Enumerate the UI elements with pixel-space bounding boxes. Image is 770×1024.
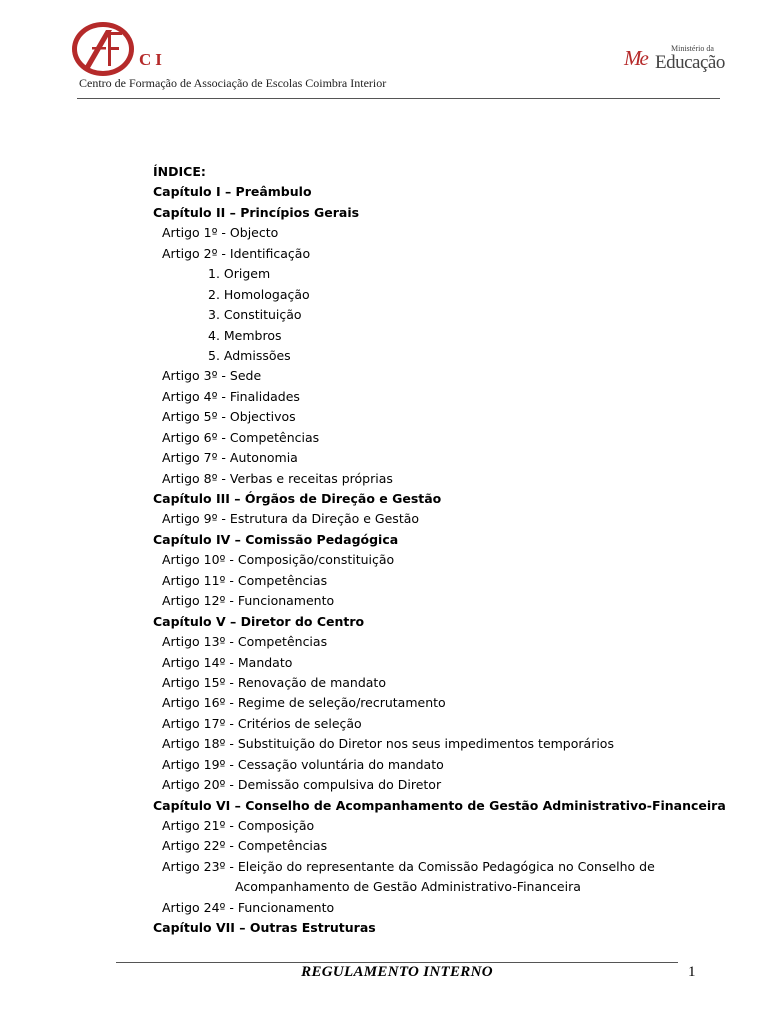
toc-chapter: Capítulo III – Órgãos de Direção e Gestão (153, 491, 442, 506)
toc-article: Artigo 23º - Eleição do representante da Comissão Pedagógica no Conselho de (162, 858, 655, 874)
toc-article: Artigo 21º - Composição (162, 818, 315, 833)
toc-chapter: Capítulo VI – Conselho de Acompanhamento de Gestão Administrativo-Financeira (153, 797, 726, 813)
toc-continuation: Acompanhamento de Gestão Administrativo-Financeira (235, 879, 581, 895)
toc-heading: ÍNDICE: (153, 164, 206, 179)
toc-subitem: 1. Origem (208, 266, 271, 282)
toc-article: Artigo 3º - Sede (162, 368, 262, 384)
toc-article: Artigo 13º - Competências (162, 634, 328, 650)
toc-article: Artigo 9º - Estrutura da Direção e Gestão (162, 511, 420, 527)
logo-text: CI (139, 50, 166, 69)
toc-article: Artigo 20º - Demissão compulsiva do Diretor (162, 777, 442, 793)
toc-chapter: Capítulo V – Diretor do Centro (153, 613, 365, 629)
ministry-logo (624, 44, 725, 74)
toc-article: Artigo 14º - Mandato (162, 654, 293, 670)
toc-subitem: 5. Admissões (208, 347, 291, 363)
toc-chapter: Capítulo II – Princípios Gerais (153, 204, 360, 220)
toc-subitem: 3. Constituição (208, 307, 302, 323)
toc-list (153, 182, 733, 938)
toc-article: Artigo 7º - Autonomia (162, 450, 298, 466)
table-of-contents (153, 162, 733, 939)
toc-chapter: Capítulo I – Preâmbulo (153, 184, 312, 200)
footer-divider (116, 962, 678, 963)
toc-article: Artigo 2º - Identificação (162, 245, 311, 261)
toc-article: Artigo 5º - Objectivos (162, 409, 296, 425)
toc-article: Artigo 18º - Substituição do Diretor nos seus impedimentos temporários (162, 736, 614, 752)
organization-name: Centro de Formação de Associação de Escolas Coimbra Interior (79, 76, 387, 90)
toc-article: Artigo 8º - Verbas e receitas próprias (162, 470, 393, 486)
ministry-name: Educação (655, 52, 725, 73)
toc-article: Artigo 17º - Critérios de seleção (162, 715, 362, 731)
toc-article: Artigo 4º - Finalidades (162, 388, 300, 404)
ministry-small-text: Ministério da (671, 44, 714, 53)
page-header (0, 0, 770, 102)
toc-article: Artigo 1º - Objecto (162, 225, 279, 241)
toc-chapter: Capítulo IV – Comissão Pedagógica (153, 531, 399, 547)
toc-article: Artigo 15º - Renovação de mandato (162, 674, 386, 690)
cfaeci-logo (70, 20, 136, 78)
toc-subitem: 2. Homologação (208, 286, 310, 302)
toc-article: Artigo 12º - Funcionamento (162, 593, 335, 609)
toc-article: Artigo 19º - Cessação voluntária do mandato (162, 756, 444, 772)
toc-article: Artigo 10º - Composição/constituição (162, 552, 395, 568)
header-divider (77, 98, 720, 99)
toc-subitem: 4. Membros (208, 327, 282, 343)
toc-article: Artigo 24º - Funcionamento (162, 899, 335, 915)
toc-chapter: Capítulo VII – Outras Estruturas (153, 920, 376, 936)
page-number: 1 (688, 964, 696, 980)
toc-article: Artigo 22º - Competências (162, 838, 328, 854)
ministry-mark: Me (624, 46, 647, 70)
toc-article: Artigo 16º - Regime de seleção/recrutamento (162, 695, 446, 711)
toc-article: Artigo 6º - Competências (162, 429, 320, 445)
toc-article: Artigo 11º - Competências (162, 572, 328, 588)
footer-title: REGULAMENTO INTERNO (301, 964, 493, 980)
